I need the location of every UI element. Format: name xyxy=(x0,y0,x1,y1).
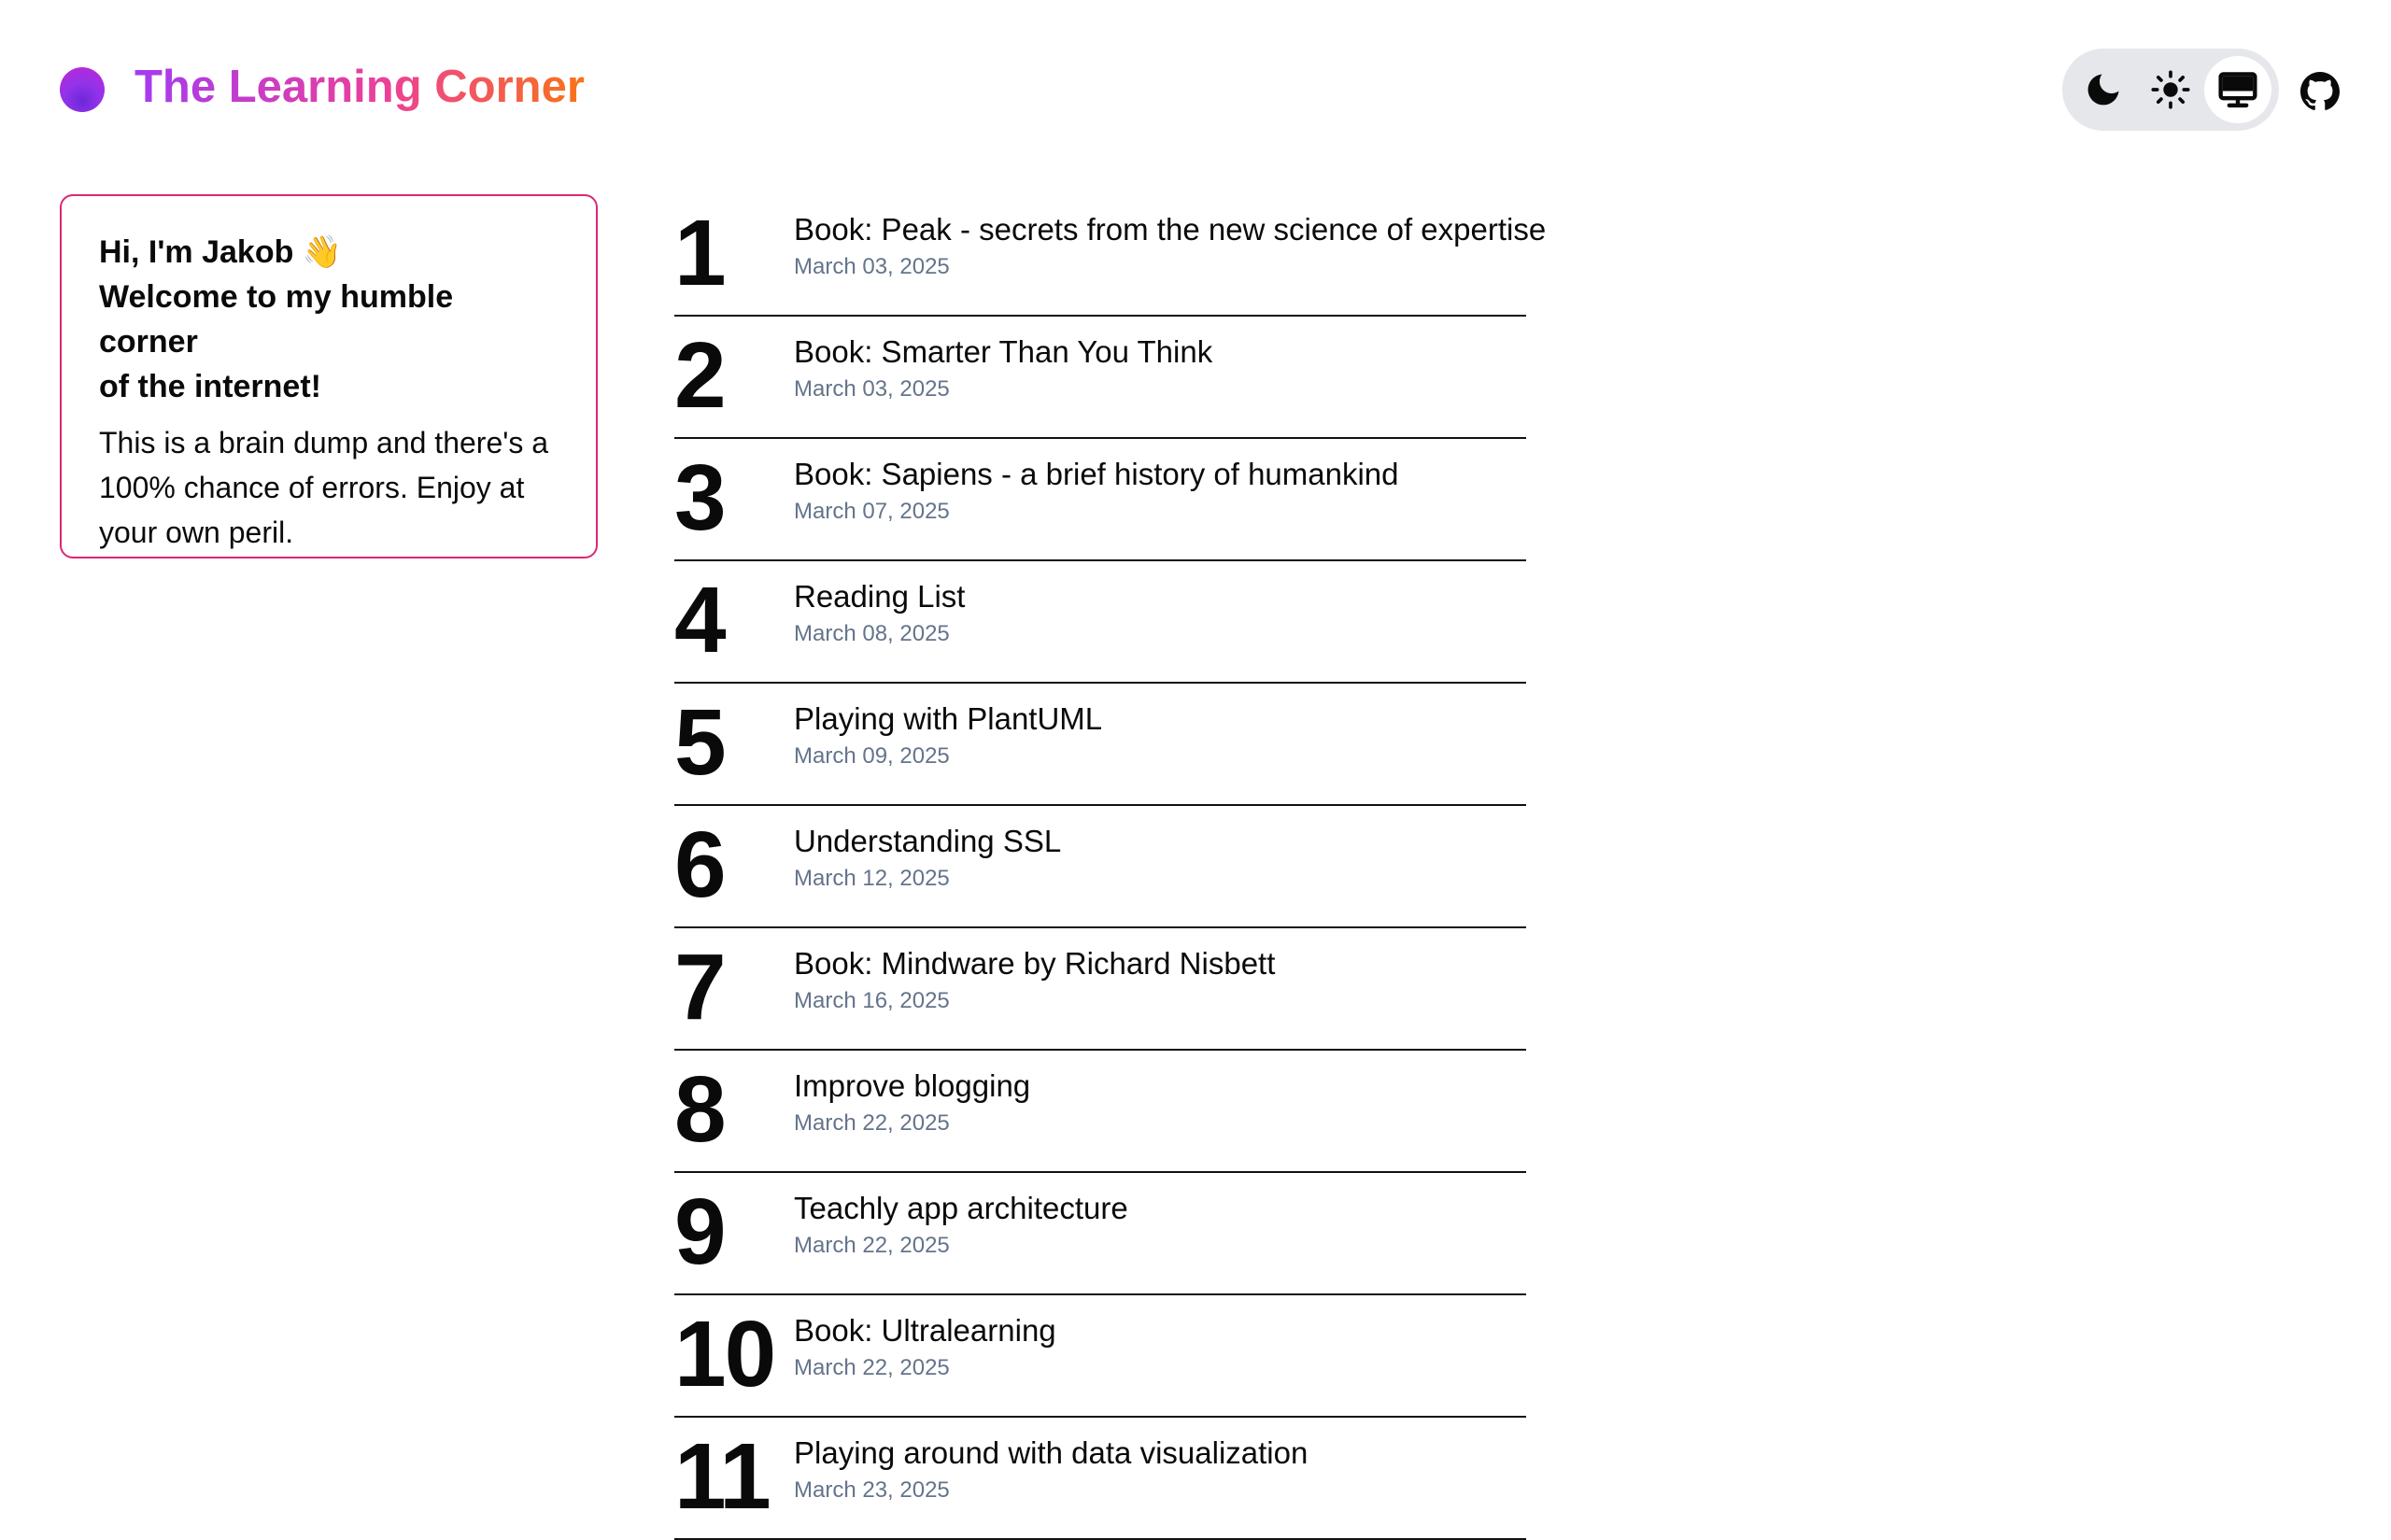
post-number: 7 xyxy=(674,935,725,1039)
post-title-link[interactable]: Book: Smarter Than You Think xyxy=(794,334,1213,369)
theme-switcher xyxy=(2062,49,2279,131)
post-title-link[interactable]: Playing with PlantUML xyxy=(794,701,1103,736)
post-number: 3 xyxy=(674,445,725,550)
site-header xyxy=(0,0,2391,177)
post-item[interactable] xyxy=(674,1173,1526,1295)
post-item[interactable] xyxy=(674,317,1526,439)
post-number: 10 xyxy=(674,1302,775,1406)
post-date: March 03, 2025 xyxy=(794,376,950,402)
post-item[interactable] xyxy=(674,1418,1526,1540)
post-date: March 22, 2025 xyxy=(794,1233,950,1258)
post-item[interactable] xyxy=(674,928,1526,1051)
post-date: March 22, 2025 xyxy=(794,1355,950,1380)
post-title-link[interactable]: Book: Ultralearning xyxy=(794,1313,1056,1348)
post-title-link[interactable]: Understanding SSL xyxy=(794,824,1062,858)
post-number: 4 xyxy=(674,568,725,672)
post-item[interactable] xyxy=(674,1295,1526,1418)
intro-heading xyxy=(99,230,559,409)
intro-welcome-line-2: of the internet! xyxy=(99,369,321,404)
moon-icon xyxy=(2083,69,2124,110)
post-date: March 16, 2025 xyxy=(794,988,950,1013)
post-item[interactable] xyxy=(674,684,1526,806)
post-item[interactable] xyxy=(674,1051,1526,1173)
post-list xyxy=(674,194,1547,1540)
post-title-link[interactable]: Improve blogging xyxy=(794,1068,1031,1103)
post-title-link[interactable]: Playing around with data visualization xyxy=(794,1435,1309,1470)
system-theme-button[interactable] xyxy=(2204,56,2271,123)
monitor-icon xyxy=(2217,69,2258,110)
post-date: March 22, 2025 xyxy=(794,1110,950,1136)
post-date: March 07, 2025 xyxy=(794,499,950,524)
post-number: 6 xyxy=(674,812,725,917)
post-date: March 23, 2025 xyxy=(794,1477,950,1503)
post-number: 11 xyxy=(674,1424,770,1529)
intro-welcome-line-1: Welcome to my humble corner xyxy=(99,279,454,360)
light-theme-button[interactable] xyxy=(2137,56,2204,123)
post-date: March 03, 2025 xyxy=(794,254,950,279)
post-date: March 09, 2025 xyxy=(794,743,950,769)
sun-icon xyxy=(2150,69,2191,110)
dark-theme-button[interactable] xyxy=(2070,56,2137,123)
site-title-link[interactable]: The Learning Corner xyxy=(134,56,585,118)
post-number: 9 xyxy=(674,1180,725,1284)
intro-description: This is a brain dump and there's a 100% chance of errors. Enjoy at your own peril. xyxy=(99,426,549,549)
github-icon xyxy=(2300,72,2340,111)
post-number: 1 xyxy=(674,201,725,305)
logo-dot-icon[interactable] xyxy=(60,67,105,112)
post-item[interactable] xyxy=(674,194,1547,317)
intro-greeting: Hi, I'm Jakob 👋 xyxy=(99,234,343,270)
post-date: March 08, 2025 xyxy=(794,621,950,646)
post-number: 8 xyxy=(674,1057,725,1162)
post-title-link[interactable]: Book: Mindware by Richard Nisbett xyxy=(794,946,1276,981)
post-title-link[interactable]: Book: Sapiens - a brief history of humankind xyxy=(794,457,1399,491)
post-date: March 12, 2025 xyxy=(794,866,950,891)
post-number: 2 xyxy=(674,323,725,428)
post-item[interactable] xyxy=(674,561,1526,684)
github-link[interactable] xyxy=(2299,71,2341,112)
intro-card xyxy=(60,194,598,558)
post-item[interactable] xyxy=(674,439,1526,561)
post-item[interactable] xyxy=(674,806,1526,928)
post-title-link[interactable]: Reading List xyxy=(794,579,966,614)
post-number: 5 xyxy=(674,690,725,795)
post-title-link[interactable]: Book: Peak - secrets from the new science of expertise xyxy=(794,212,1547,247)
post-title-link[interactable]: Teachly app architecture xyxy=(794,1191,1128,1225)
